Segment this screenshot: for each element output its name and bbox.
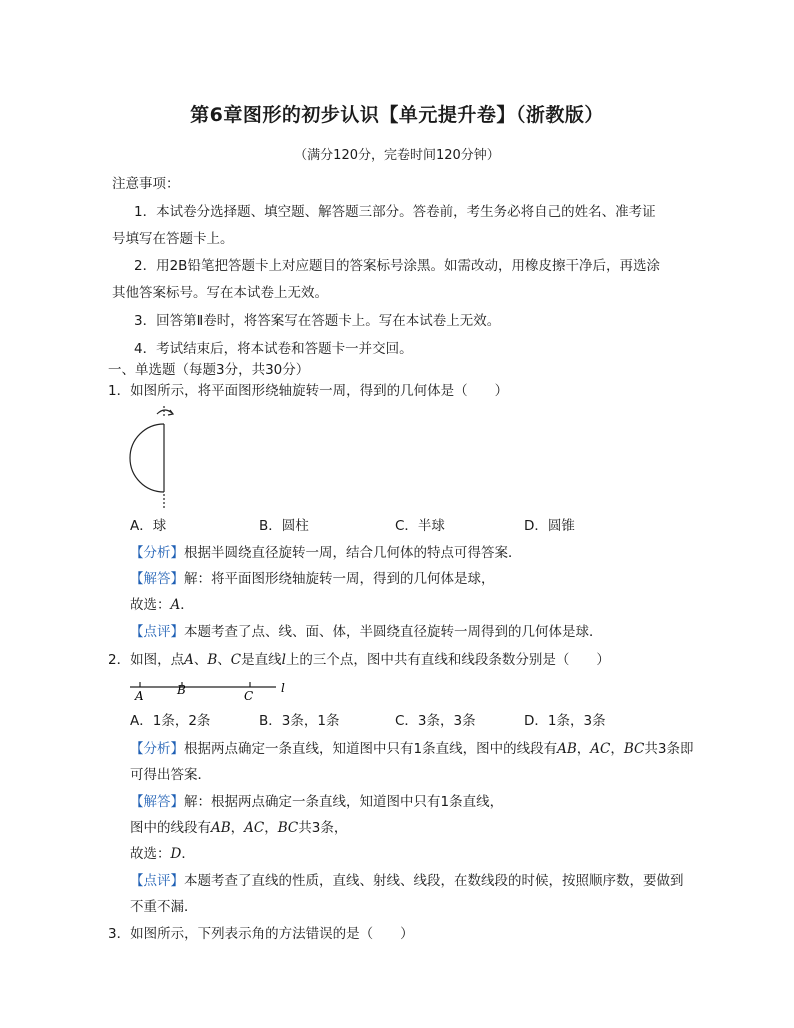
question-2-option-c: C．3条，3条: [395, 713, 476, 729]
section-heading: 一、单选题（每题3分，共30分）: [108, 362, 310, 378]
comma: ，: [230, 820, 245, 836]
question-1-stem: 1．如图所示，将平面图形绕轴旋转一周，得到的几何体是（ ）: [108, 383, 509, 399]
line-l: l: [281, 652, 286, 668]
choice-letter: D: [170, 846, 182, 862]
notice-item-1-line-1: 1．本试卷分选择题、填空题、解答题三部分。答卷前，考生务必将自己的姓名、准考证: [134, 204, 656, 220]
question-2-stem: [108, 650, 610, 670]
stem-part: 是直线: [241, 652, 282, 668]
answer-text: 共3条，: [298, 820, 348, 836]
comma: ，: [610, 741, 624, 757]
choice-suffix: ．: [180, 597, 194, 613]
answer-text: 图中的线段有: [130, 820, 211, 836]
label-l: l: [281, 681, 285, 695]
answer-tag: 【解答】: [130, 571, 184, 587]
question-1-option-b: B．圆柱: [259, 518, 309, 534]
notice-item-3: 3．回答第Ⅱ卷时，将答案写在答题卡上。写在本试卷上无效。: [134, 313, 501, 329]
question-1-option-d: D．圆锥: [524, 518, 575, 534]
question-2-option-a: A．1条，2条: [130, 713, 211, 729]
question-2-choice: [130, 844, 195, 864]
question-2-analysis-line-2: 可得出答案．: [130, 767, 211, 783]
analysis-tag: 【分析】: [130, 545, 184, 561]
notice-item-2-line-1: 2．用2B铅笔把答题卡上对应题目的答案标号涂黑。如需改动，用橡皮擦干净后，再选涂: [134, 258, 660, 274]
analysis-tag: 【分析】: [130, 741, 184, 757]
question-2-answer-line-2: [130, 818, 347, 838]
stem-sep: 、: [193, 652, 208, 668]
question-2-option-b: B．3条，1条: [259, 713, 340, 729]
stem-part: 2．如图，点: [108, 652, 185, 668]
segment-ab: AB: [557, 741, 577, 757]
comment-text: 本题考查了直线的性质，直线、射线、线段，在数线段的时候，按照顺序数，要做到: [184, 873, 684, 889]
page-title: 第6章图形的初步认识【单元提升卷】（浙教版）: [190, 104, 604, 126]
comma: ，: [264, 820, 278, 836]
notice-heading: 注意事项：: [112, 176, 180, 192]
segment-bc: BC: [623, 741, 645, 757]
point-c: C: [230, 652, 242, 668]
choice-prefix: 故选：: [130, 597, 171, 613]
comment-tag: 【点评】: [130, 624, 184, 640]
page-subtitle: （满分120分，完卷时间120分钟）: [294, 148, 500, 163]
question-2-comment: [130, 871, 684, 891]
answer-text: 解：将平面图形绕轴旋转一周，得到的几何体是球，: [184, 571, 495, 587]
segment-ac: AC: [590, 741, 611, 757]
segment-ac: AC: [244, 820, 265, 836]
segment-ab: AB: [211, 820, 231, 836]
point-a: A: [184, 652, 194, 668]
question-2-answer: [130, 792, 503, 812]
question-1-option-c: C．半球: [395, 518, 445, 534]
label-c: C: [244, 689, 254, 703]
question-2-comment-line-2: 不重不漏．: [130, 899, 198, 915]
label-a: A: [135, 689, 144, 703]
answer-text: 解：根据两点确定一条直线，知道图中只有1条直线，: [184, 794, 504, 810]
question-3-stem: 3．如图所示，下列表示角的方法错误的是（ ）: [108, 926, 414, 942]
question-2-figure: [126, 677, 296, 705]
notice-item-4: 4．考试结束后，将本试卷和答题卡一并交回。: [134, 341, 413, 357]
question-1-choice: [130, 595, 194, 615]
question-2-analysis: [130, 739, 693, 759]
choice-prefix: 故选：: [130, 846, 171, 862]
stem-part: 上的三个点，图中共有直线和线段条数分别是（ ）: [285, 652, 610, 668]
answer-tag: 【解答】: [130, 794, 184, 810]
analysis-text: 根据两点确定一条直线，知道图中只有1条直线，图中的线段有: [184, 741, 558, 757]
choice-letter: A: [170, 597, 181, 613]
question-1-option-a: A．球: [130, 518, 167, 534]
comment-text: 本题考查了点、线、面、体，半圆绕直径旋转一周得到的几何体是球．: [184, 624, 603, 640]
segment-bc: BC: [277, 820, 299, 836]
question-1-figure: [120, 404, 190, 516]
comma: ，: [576, 741, 591, 757]
analysis-text: 根据半圆绕直径旋转一周，结合几何体的特点可得答案．: [184, 545, 522, 561]
question-1-answer: [130, 569, 495, 589]
question-2-option-d: D．1条，3条: [524, 713, 606, 729]
stem-sep: 、: [217, 652, 231, 668]
analysis-text: 共3条即: [644, 741, 694, 757]
semicircle-arc: [130, 424, 164, 492]
label-b: B: [177, 683, 186, 697]
notice-item-1-line-2: 号填写在答题卡上。: [112, 231, 234, 247]
choice-suffix: ．: [181, 846, 195, 862]
point-b: B: [207, 652, 218, 668]
comment-tag: 【点评】: [130, 873, 184, 889]
question-1-analysis: [130, 543, 522, 563]
notice-item-2-line-2: 其他答案标号。写在本试卷上无效。: [112, 285, 328, 301]
question-1-comment: [130, 622, 603, 642]
